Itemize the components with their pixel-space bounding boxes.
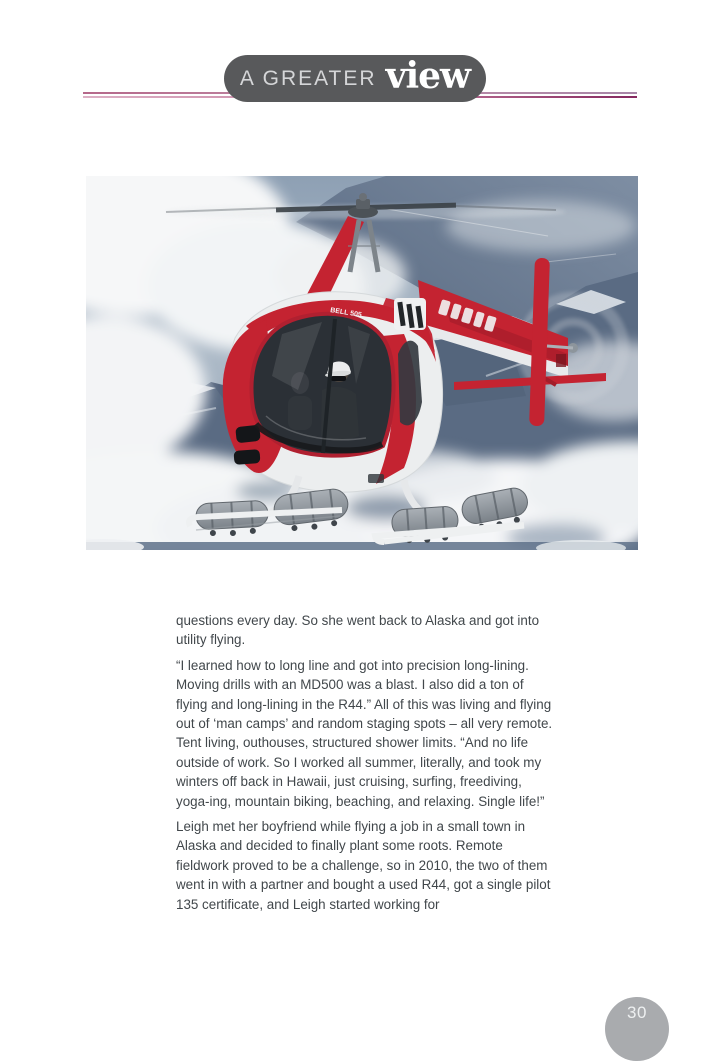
article-paragraph: questions every day. So she went back to Alaska and got into utility flying. [176, 613, 540, 648]
helicopter-illustration [86, 176, 638, 550]
page-number-badge [605, 997, 669, 1061]
aircraft-marking-label: BELL 505 [329, 307, 363, 319]
section-badge [224, 55, 486, 102]
helicopter-photo [86, 176, 638, 550]
article-paragraph: Leigh met her boyfriend while flying a job in a small town in Alaska and decided to finally plant some roots. Remote fieldwork proved to be a challenge, so in 2010, the two of them went in with a partner and bought a used R44, got a single pilot 135 certificate, and Leigh started working for [176, 819, 551, 912]
article-body [176, 611, 553, 920]
fuselage [223, 292, 443, 492]
section-logo: view [385, 55, 471, 97]
page-number: 30 [627, 1003, 647, 1022]
article-paragraph: “I learned how to long line and got into precision long-lining. Moving drills with an MD500 was a blast. I also did a ton of flying and long-lining in the R44.” All of this was living and flying out of ‘man camps’ and random staging spots – all very remote. Tent living, outhouses, structured shower limits. “And no life outside of work. So I worked all summer, literally, and took my winters off back in Hawaii, just cruising, surfing, freediving, yoga-ing, mountain biking, beaching, and relaxing. Single life!” [176, 657, 553, 809]
section-kicker: A GREATER [239, 66, 377, 90]
